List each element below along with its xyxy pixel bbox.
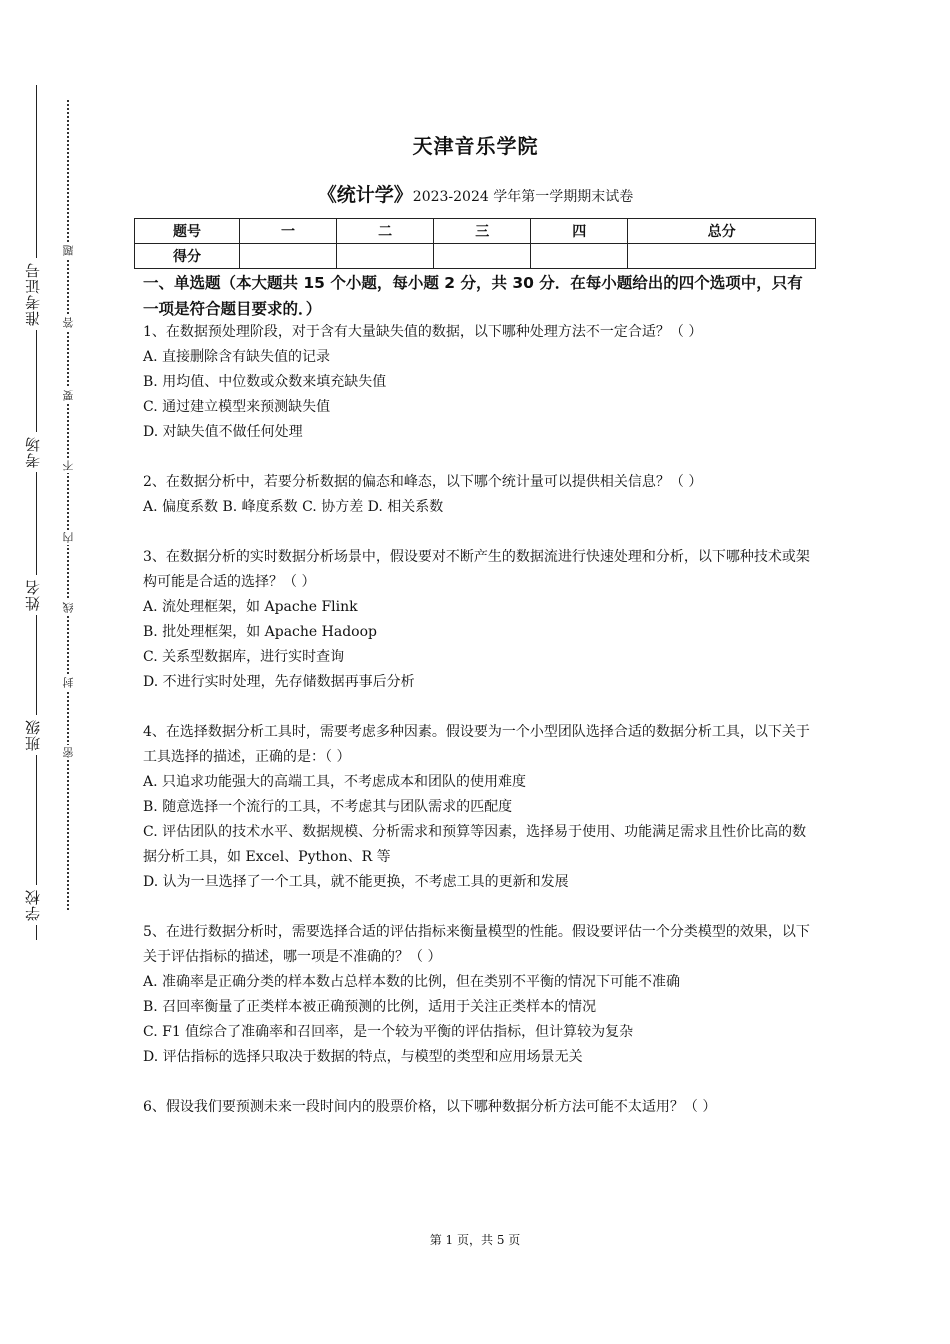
option-a: A. 准确率是正确分类的样本数占总样本数的比例，但在类别不平衡的情况下可能不准确 — [143, 974, 681, 990]
seal-dotted-line — [67, 100, 69, 910]
seal-char: 密 — [62, 747, 75, 758]
option-b: B. 召回率衡量了正类样本被正确预测的比例，适用于关注正类样本的情况 — [143, 999, 597, 1015]
question-4 — [143, 720, 813, 895]
score-input-cell[interactable] — [531, 244, 628, 269]
seal-char: 题 — [62, 245, 75, 256]
school-label: 学校 — [22, 885, 43, 925]
option-a: A. 直接删除含有缺失值的记录 — [143, 349, 331, 365]
score-table-header-row — [135, 219, 816, 244]
score-cell: 二 — [337, 219, 434, 244]
option-a: A. 只追求功能强大的高端工具，不考虑成本和团队的使用难度 — [143, 774, 527, 790]
option-c: C. F1 值综合了准确率和召回率，是一个较为平衡的评估指标，但计算较为复杂 — [143, 1024, 634, 1040]
score-table — [134, 218, 816, 269]
option-d: D. 认为一旦选择了一个工具，就不能更换，不考虑工具的更新和发展 — [143, 874, 569, 890]
score-cell: 四 — [531, 219, 628, 244]
question-stem: 6、假设我们要预测未来一段时间内的股票价格，以下哪种数据分析方法可能不太适用？（ ） — [143, 1099, 717, 1115]
binding-solid-line — [36, 85, 37, 940]
option-b: B. 随意选择一个流行的工具，不考虑其与团队需求的匹配度 — [143, 799, 513, 815]
score-row-label: 得分 — [135, 244, 240, 269]
page-footer: 第 1 页，共 5 页 — [429, 1233, 521, 1247]
option-c: C. 关系型数据库，进行实时查询 — [143, 649, 345, 665]
question-list — [143, 320, 813, 1145]
name-label: 姓名 — [22, 575, 43, 615]
question-2 — [143, 470, 813, 520]
seal-char: 内 — [62, 532, 75, 543]
option-b: B. 用均值、中位数或众数来填充缺失值 — [143, 374, 387, 390]
score-input-cell[interactable] — [628, 244, 816, 269]
option-c: C. 通过建立模型来预测缺失值 — [143, 399, 331, 415]
exam-id-label: 准考证号 — [22, 258, 43, 330]
question-5 — [143, 920, 813, 1070]
seal-char: 要 — [62, 390, 75, 401]
exam-term: 2023-2024 学年第一学期期末试卷 — [412, 189, 634, 205]
seal-char: 答 — [62, 317, 75, 328]
binding-margin — [0, 0, 90, 1344]
option-d: D. 不进行实时处理，先存储数据再事后分析 — [143, 674, 415, 690]
section-title: 一、单选题（本大题共 15 个小题，每小题 2 分，共 30 分．在每小题给出的四个选项中，只有一项是符合题目要求的．） — [143, 274, 803, 318]
score-cell: 一 — [240, 219, 337, 244]
question-stem: 4、在选择数据分析工具时，需要考虑多种因素。假设要为一个小型团队选择合适的数据分析工具，以下关于工具选择的描述，正确的是：（ ） — [143, 724, 810, 765]
score-cell: 三 — [434, 219, 531, 244]
question-stem: 5、在进行数据分析时，需要选择合适的评估指标来衡量模型的性能。假设要评估一个分类模型的效果，以下关于评估指标的描述，哪一项是不准确的？（ ） — [143, 924, 810, 965]
school-name: 天津音乐学院 — [412, 134, 539, 158]
class-label: 班级 — [22, 715, 43, 755]
question-stem: 2、在数据分析中，若要分析数据的偏态和峰态，以下哪个统计量可以提供相关信息？（ ） — [143, 474, 703, 490]
question-stem: 3、在数据分析的实时数据分析场景中，假设要对不断产生的数据流进行快速处理和分析，以下哪种技术或架构可能是合适的选择？（ ） — [143, 549, 810, 590]
question-6 — [143, 1095, 813, 1120]
exam-title — [143, 180, 808, 207]
course-name: 《统计学》 — [317, 184, 413, 206]
question-3 — [143, 545, 813, 695]
option-d: D. 评估指标的选择只取决于数据的特点，与模型的类型和应用场景无关 — [143, 1049, 583, 1065]
score-input-cell[interactable] — [434, 244, 531, 269]
score-table-score-row — [135, 244, 816, 269]
option-a: A. 流处理框架，如 Apache Flink — [143, 599, 358, 615]
exam-room-label: 考场 — [22, 432, 43, 472]
option-d: D. 对缺失值不做任何处理 — [143, 424, 303, 440]
seal-char: 封 — [62, 677, 75, 688]
score-input-cell[interactable] — [337, 244, 434, 269]
option-c: C. 评估团队的技术水平、数据规模、分析需求和预算等因素，选择易于使用、功能满足需求且性价比高的数据分析工具，如 Excel、Python、R 等 — [143, 824, 807, 865]
score-cell: 总分 — [628, 219, 816, 244]
score-cell: 题号 — [135, 219, 240, 244]
seal-char: 不 — [62, 460, 75, 471]
option-b: B. 批处理框架，如 Apache Hadoop — [143, 624, 377, 640]
question-stem: 1、在数据预处理阶段，对于含有大量缺失值的数据，以下哪种处理方法不一定合适？（ ） — [143, 324, 703, 340]
score-input-cell[interactable] — [240, 244, 337, 269]
seal-char: 线 — [62, 602, 75, 613]
options-inline: A. 偏度系数 B. 峰度系数 C. 协方差 D. 相关系数 — [143, 499, 444, 515]
question-1 — [143, 320, 813, 445]
